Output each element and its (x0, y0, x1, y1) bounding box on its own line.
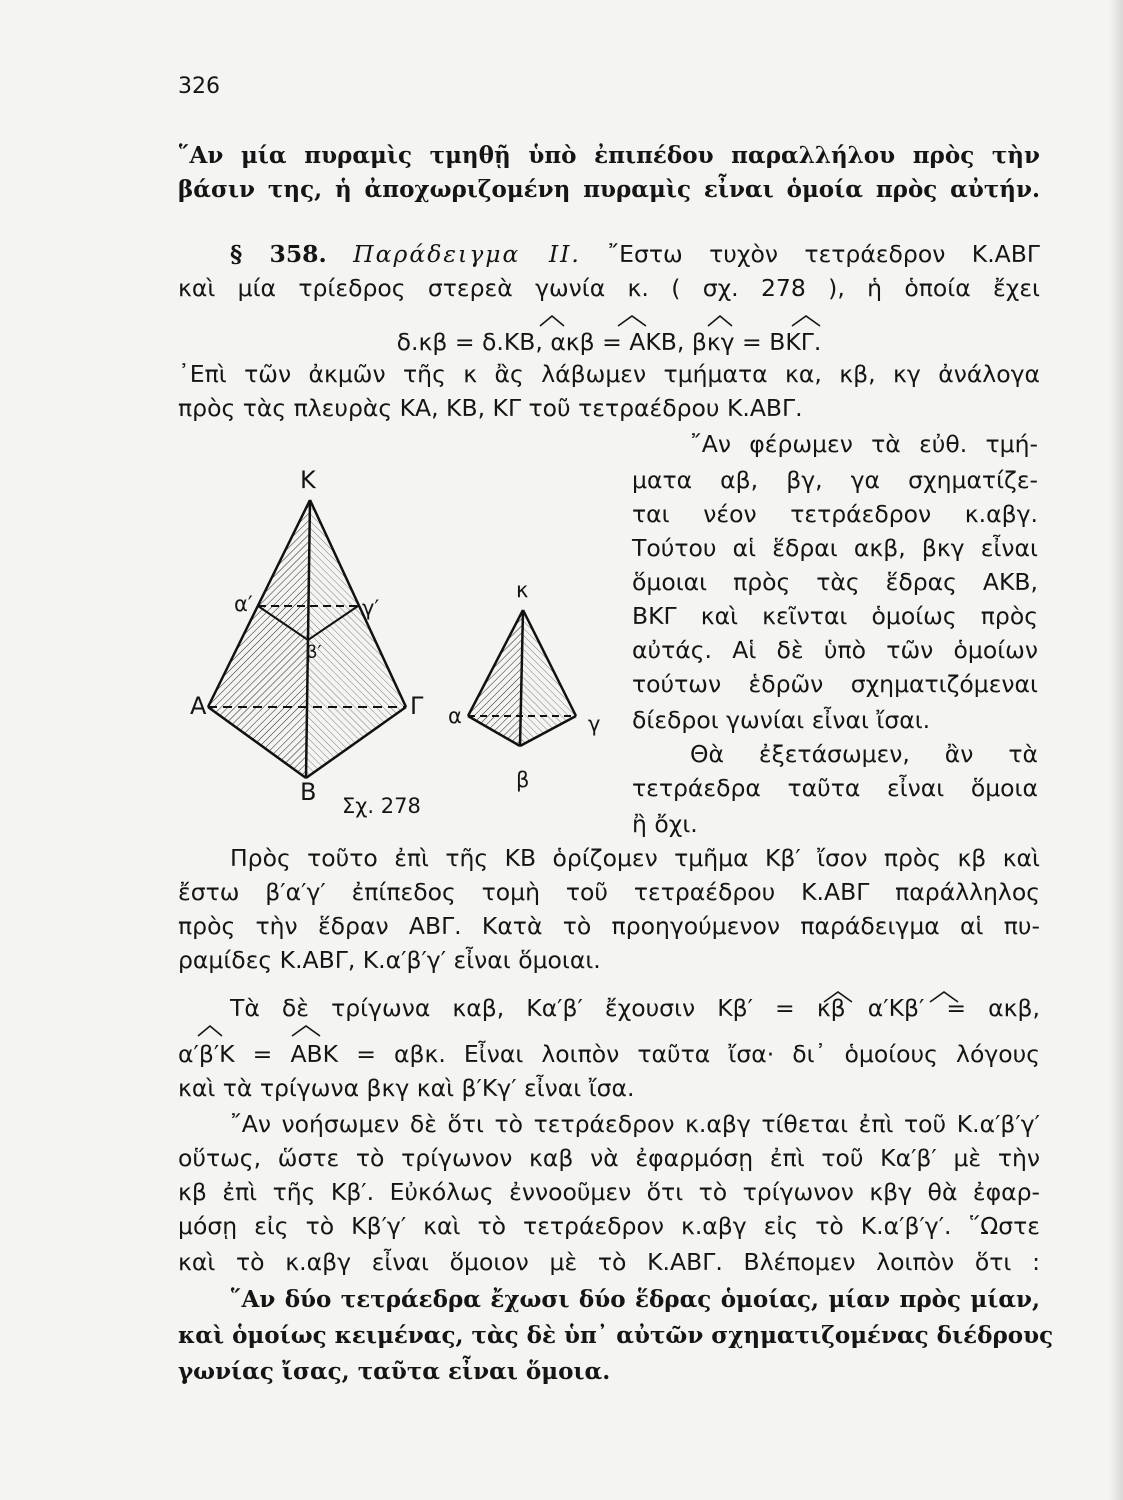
label-K: Κ (300, 466, 316, 494)
body-line-12: καὶ τὸ κ.αβγ εἶναι ὅμοιον μὲ τὸ Κ.ΑΒΓ. Βλέπομεν λοιπὸν ὅτι : (178, 1248, 1040, 1276)
face-kbg (520, 610, 576, 746)
example-line-4: πρὸς τὰς πλευρὰς ΚΑ, ΚΒ, ΚΓ τοῦ τετραέδρου Κ.ΑΒΓ. (178, 394, 803, 422)
label-k: κ (516, 578, 529, 602)
label-g-prime: γ′ (362, 596, 380, 620)
label-a: α (448, 704, 462, 728)
label-G: Γ (410, 692, 424, 720)
side-text-line-8: τούτων ἑδρῶν σχηματιζόμεναι (632, 670, 1038, 698)
section-number: § 358. (230, 240, 327, 268)
figure-caption: Σχ. 278 (342, 794, 421, 818)
label-B: Β (300, 778, 317, 806)
side-text-line-5: ὅμοιαι πρὸς τὰς ἕδρας ΑΚΒ, (632, 568, 1038, 596)
page-number: 326 (178, 74, 220, 99)
example-intro: ῎Εστω τυχὸν τετράεδρον Κ.ΑΒΓ (607, 240, 1040, 268)
side-text-line-10: Θὰ ἐξετάσωμεν, ἂν τὰ (690, 740, 1038, 768)
figure-278 (178, 460, 618, 840)
hat-mark (618, 316, 646, 326)
body-line-1: Πρὸς τοῦτο ἐπὶ τῆς ΚΒ ὁρίζομεν τμῆμα Κβ′ ἴσον πρὸς κβ καὶ (230, 844, 1040, 872)
hat-mark (292, 1026, 320, 1036)
hat-mark (540, 316, 564, 326)
hat-mark (708, 316, 732, 326)
theorem2-line-2: καὶ ὁμοίως κειμένας, τὰς δὲ ὑπ᾿ αὐτῶν σχηματιζομένας διέδρους (178, 1322, 1054, 1349)
body-line-7: καὶ τὰ τρίγωνα βκγ καὶ β′Κγ′ εἶναι ἴσα. (178, 1074, 635, 1102)
body-line-5: Τὰ δὲ τρίγωνα καβ, Κα′β′ ἔχουσιν Κβ′ = κβ α′Κβ′ = ακβ, (230, 994, 1040, 1022)
body-line-9: οὕτως, ὥστε τὸ τρίγωνον καβ νὰ ἐφαρμόσῃ ἐπὶ τοῦ Κα′β′ μὲ τὴν (178, 1144, 1040, 1172)
face-kab (468, 610, 523, 746)
face-KBG (306, 500, 406, 778)
angle-formula: δ.κβ = δ.ΚΒ, ακβ = ΑΚΒ, βκγ = ΒΚΓ. (396, 328, 822, 356)
side-text-line-1: ῎Αν φέρωμεν τὰ εὐθ. τμή- (690, 430, 1038, 458)
hat-mark (198, 1026, 222, 1036)
label-A: Α (190, 692, 207, 720)
body-line-11: μόσῃ εἰς τὸ Κβ′γ′ καὶ τὸ τετράεδρον κ.αβγ εἰς τὸ Κ.α′β′γ′. ῞Ωστε (178, 1212, 1040, 1240)
body-line-10: κβ ἐπὶ τῆς Κβ′. Εὐκόλως ἐννοοῦμεν ὅτι τὸ τρίγωνον κβγ θὰ ἐφαρ- (178, 1178, 1040, 1206)
side-text-line-7: αὐτάς. Αἱ δὲ ὑπὸ τῶν ὁμοίων (632, 636, 1038, 664)
theorem1-line-2: βάσιν της, ἡ ἀποχωριζομένη πυραμὶς εἶναι ὁμοία πρὸς αὐτήν. (178, 176, 1040, 203)
body-line-8: ῎Αν νοήσωμεν δὲ ὅτι τὸ τετράεδρον κ.αβγ τίθεται ἐπὶ τοῦ Κ.α′β′γ′ (230, 1110, 1040, 1138)
side-text-line-6: ΒΚΓ καὶ κεῖνται ὁμοίως πρὸς (632, 602, 1038, 630)
example-line-3: ᾿Επὶ τῶν ἀκμῶν τῆς κ ἂς λάβωμεν τμήματα κα, κβ, κγ ἀνάλογα (178, 360, 1040, 388)
body-line-2: ἔστω β′α′γ′ ἐπίπεδος τομὴ τοῦ τετραέδρου Κ.ΑΒΓ παράλληλος (178, 878, 1040, 906)
face-KAB (208, 500, 310, 778)
side-text-line-3: ται νέον τετράεδρον κ.αβγ. (632, 500, 1038, 528)
side-text-line-2: ματα αβ, βγ, γα σχηματίζε- (632, 466, 1038, 494)
side-text-line-12: ἢ ὄχι. (632, 810, 698, 838)
label-b: β (516, 768, 530, 792)
side-text-line-4: Τούτου αἱ ἕδραι ακβ, βκγ εἶναι (632, 534, 1038, 562)
label-b-prime: β′ (306, 642, 322, 663)
hat-mark (792, 316, 820, 326)
body-line-4: ραμίδες Κ.ΑΒΓ, Κ.α′β′γ′ εἶναι ὅμοιαι. (178, 946, 601, 974)
label-a-prime: α′ (234, 592, 253, 616)
example-line-2: καὶ μία τρίεδρος στερεὰ γωνία κ. ( σχ. 278 ), ἡ ὁποία ἔχει (178, 274, 1040, 302)
side-text-line-9: δίεδροι γωνίαι εἶναι ἴσαι. (632, 706, 931, 734)
theorem2-line-1: ῞Αν δύο τετράεδρα ἔχωσι δύο ἕδρας ὁμοίας, μίαν πρὸς μίαν, (230, 1286, 1040, 1313)
theorem2-line-3: γωνίας ἴσας, ταῦτα εἶναι ὅμοια. (178, 1358, 611, 1385)
small-tetrahedron (468, 610, 576, 746)
side-text-line-11: τετράεδρα ταῦτα εἶναι ὅμοια (632, 774, 1038, 802)
theorem1-line-1: ῞Αν μία πυραμὶς τμηθῇ ὑπὸ ἐπιπέδου παραλλήλου πρὸς τὴν (178, 142, 1040, 169)
example-title: Παράδειγμα ΙΙ. (353, 240, 581, 268)
body-line-6: α′β′Κ = ΑΒΚ = αβκ. Εἶναι λοιπὸν ταῦτα ἴσα· δι᾿ ὁμοίους λόγους (178, 1040, 1040, 1068)
label-g: γ (588, 712, 601, 736)
big-tetrahedron (208, 500, 406, 778)
body-line-3: πρὸς τὴν ἕδραν ΑΒΓ. Κατὰ τὸ προηγούμενον παράδειγμα αἱ πυ- (178, 912, 1040, 940)
